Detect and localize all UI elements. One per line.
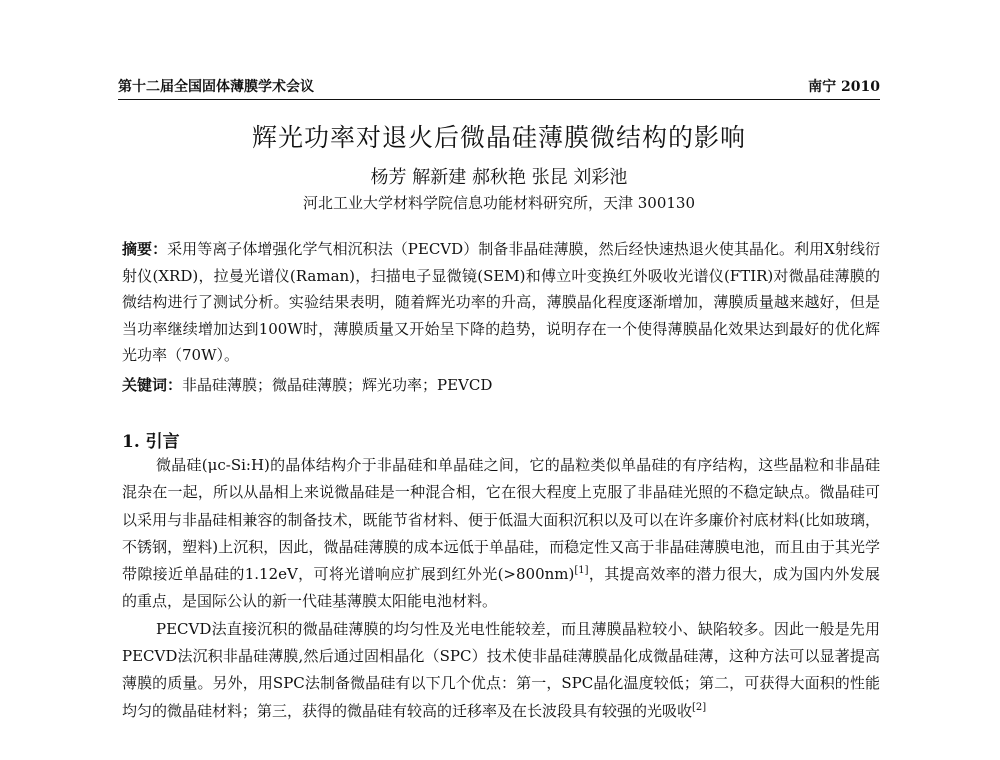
citation[interactable]: [2] xyxy=(692,701,707,713)
section-body xyxy=(122,452,880,725)
location-year: 南宁 2010 xyxy=(808,79,880,95)
header-rule xyxy=(118,99,880,100)
abstract-label: 摘要： xyxy=(122,240,168,258)
paragraph-text: 微晶硅(μc-Si:H)的晶体结构介于非晶硅和单晶硅之间，它的晶粒类似单晶硅的有序结构，这些晶粒和非晶硅混杂在一起，所以从晶相上来说微晶硅是一种混合相，它在很大程度上克服了非晶硅光照的不稳定缺点。微晶硅可以采用与非晶硅相兼容的制备技术，既能节省材料、便于低温大面积沉积以及可以在许多廉价衬底材料(比如玻璃，不锈钢，塑料)上沉积，因此，微晶硅薄膜的成本远低于单晶硅，而稳定性又高于非晶硅薄膜电池，而且由于其光学带隙接近单晶硅的1.12eV，可将光谱响应扩展到红外光(>800nm) xyxy=(122,456,880,584)
keywords-text: 非晶硅薄膜；微晶硅薄膜；辉光功率；PEVCD xyxy=(182,376,493,394)
running-header xyxy=(118,76,880,98)
paragraph-text: PECVD法直接沉积的微晶硅薄膜的均匀性及光电性能较差，而且薄膜晶粒较小、缺陷较多。因此一般是先用PECVD法沉积非晶硅薄膜,然后通过固相晶化（SPC）技术使非晶硅薄膜晶化成微晶硅薄，这种方法可以显著提高薄膜的质量。另外，用SPC法制备微晶硅有以下几个优点：第一，SPC晶化温度较低；第二，可获得大面积的性能均匀的微晶硅材料；第三，获得的微晶硅有较高的迁移率及在长波段具有较强的光吸收 xyxy=(122,619,880,720)
abstract-text: 采用等离子体增强化学气相沉积法（PECVD）制备非晶硅薄膜，然后经快速热退火使其晶化。利用X射线衍射仪(XRD)，拉曼光谱仪(Raman)，扫描电子显微镜(SEM)和傅立叶变换红外吸收光谱仪(FTIR)对微晶硅薄膜的微结构进行了测试分析。实验结果表明，随着辉光功率的升高，薄膜晶化程度逐渐增加，薄膜质量越来越好，但是当功率继续增加达到100W时，薄膜质量又开始呈下降的趋势，说明存在一个使得薄膜晶化效果达到最好的优化辉光功率（70W）。 xyxy=(122,240,880,364)
conference-name: 第十二届全国固体薄膜学术会议 xyxy=(118,79,314,95)
keywords-label: 关键词： xyxy=(122,376,183,394)
paragraph xyxy=(122,616,880,725)
paragraph-text: ，其提高效率的潜力很大，成为国内外发展的重点，是国际公认的新一代硅基薄膜太阳能电池材料。 xyxy=(122,565,880,611)
keywords xyxy=(122,374,880,395)
section-heading: 1. 引言 xyxy=(122,432,180,452)
author-list: 杨芳 解新建 郝秋艳 张昆 刘彩池 xyxy=(370,167,628,188)
abstract xyxy=(122,236,880,369)
paper-title: 辉光功率对退火后微晶硅薄膜微结构的影响 xyxy=(251,123,746,152)
paragraph xyxy=(122,452,880,616)
citation[interactable]: [1] xyxy=(574,565,589,577)
affiliation: 河北工业大学材料学院信息功能材料研究所，天津 300130 xyxy=(302,194,696,212)
